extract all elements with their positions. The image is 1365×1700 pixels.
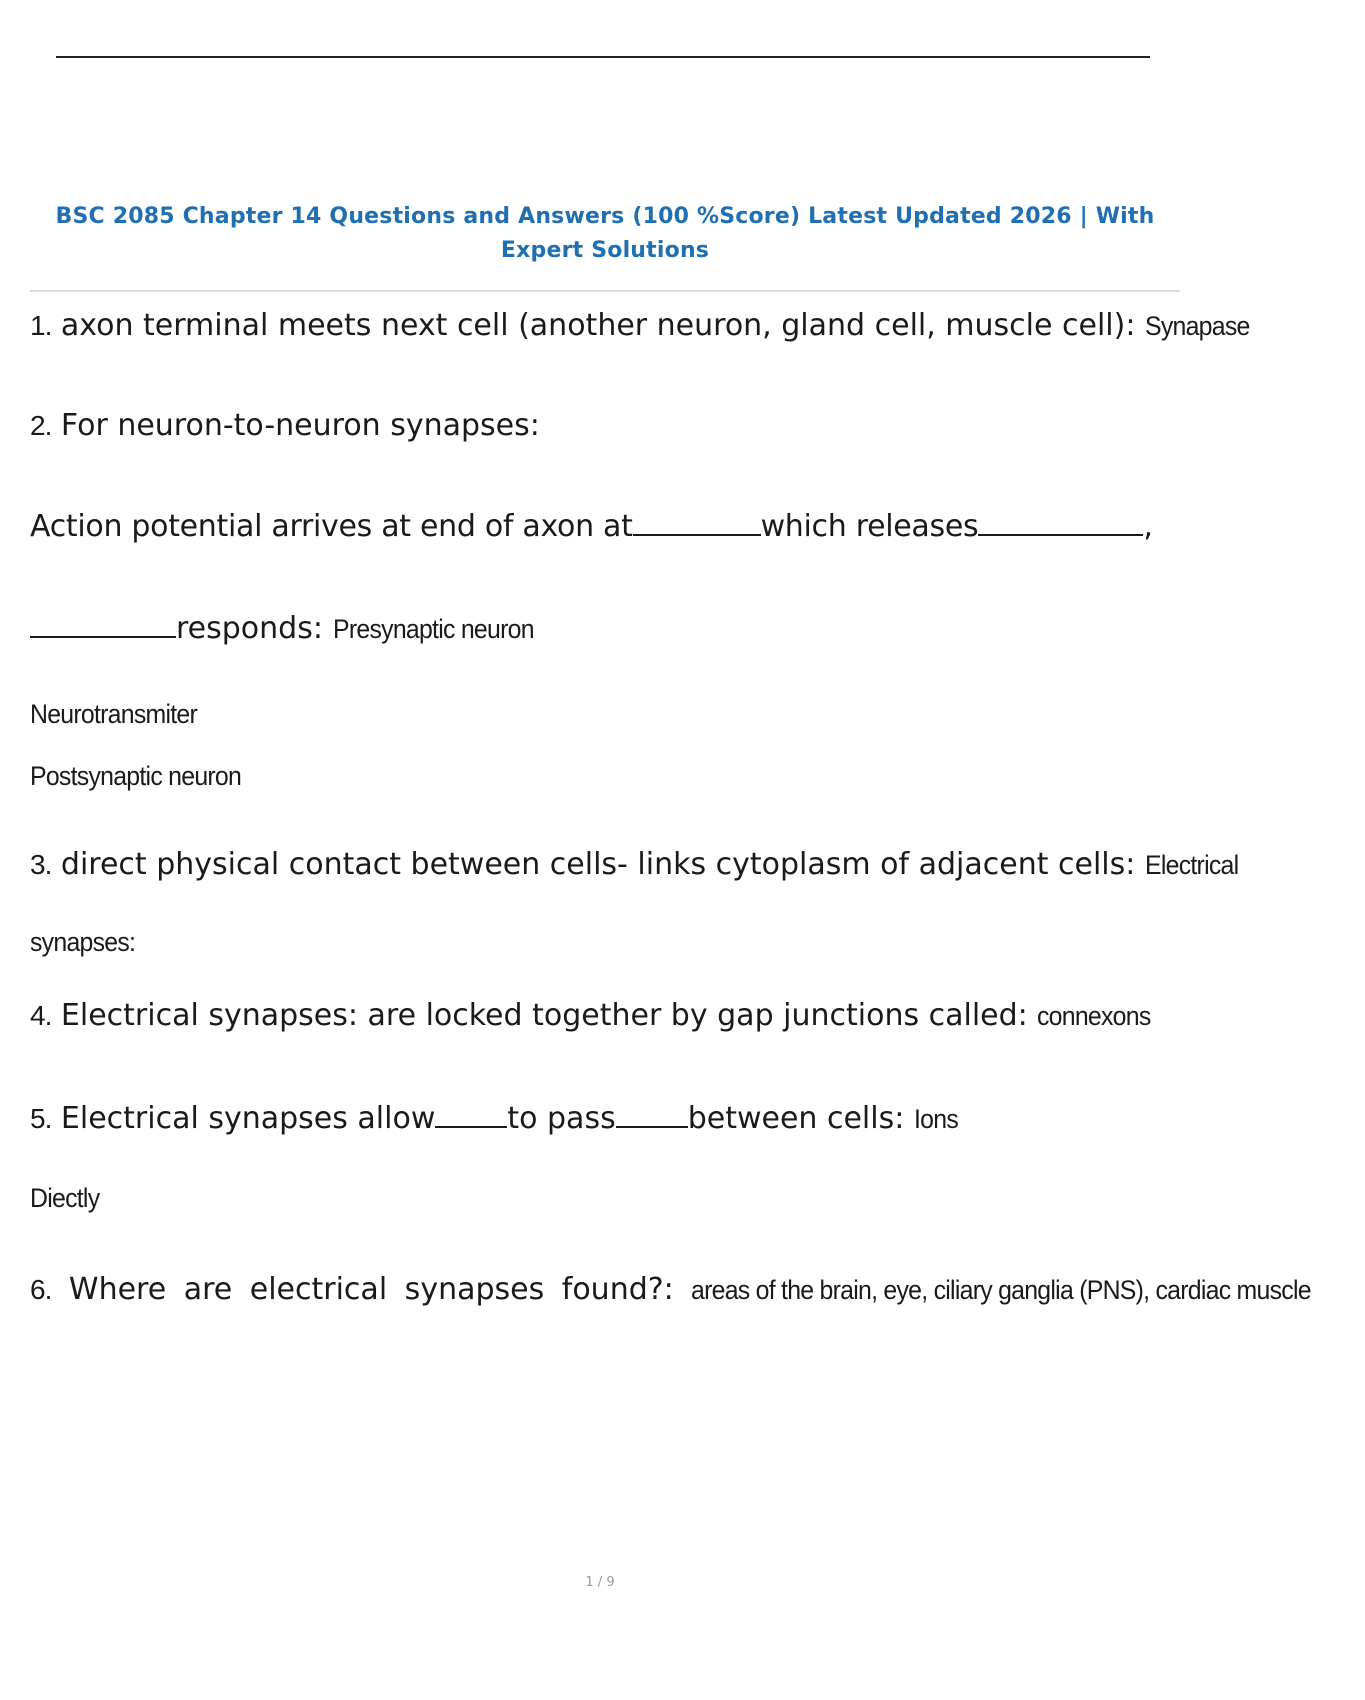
question-text: Electrical synapses: are locked together by gap junctions called: (60, 998, 1028, 1033)
question-text-part: which releases (760, 509, 979, 544)
question-3 (30, 845, 1239, 885)
document-title: BSC 2085 Chapter 14 Questions and Answers (100 %Score) Latest Updated 2026 | With Expert Solutions (55, 204, 1155, 263)
answer-line: Neurotransmiter (30, 699, 198, 729)
answer-line: Postsynaptic neuron (30, 761, 242, 791)
question-number: 5. (30, 1103, 52, 1134)
answer-text: areas of the brain, eye, ciliary ganglia (PNS), cardiac muscle (691, 1275, 1312, 1305)
question-text-part: Electrical synapses allow (60, 1101, 436, 1136)
question-6 (30, 1270, 1312, 1310)
fill-blank (435, 1098, 507, 1128)
question-2-fill-line (30, 506, 1190, 547)
question-text: axon terminal meets next cell (another neuron, gland cell, muscle cell): (60, 308, 1136, 343)
question-1 (30, 306, 1250, 346)
question-text-part: to pass (507, 1101, 616, 1136)
question-text: direct physical contact between cells- links cytoplasm of adjacent cells: (60, 847, 1136, 882)
question-text: Where are electrical synapses found?: (68, 1272, 674, 1307)
question-text: For neuron-to-neuron synapses: (60, 408, 540, 443)
question-5 (30, 1098, 1190, 1139)
answer-text: Ions (913, 1104, 958, 1134)
header-rule (56, 56, 1150, 58)
fill-blank (616, 1098, 688, 1128)
question-2 (30, 406, 1190, 446)
question-4 (30, 996, 1190, 1036)
question-text-part: , (1143, 509, 1153, 544)
answer-line: synapses: (30, 927, 136, 957)
answer-text: Electrical (1144, 850, 1239, 880)
question-text-part: between cells: (687, 1101, 905, 1136)
title-divider (30, 290, 1180, 292)
question-number: 1. (30, 310, 52, 341)
answer-text: Presynaptic neuron (332, 614, 534, 644)
fill-blank (978, 506, 1143, 536)
answer-text: Synapase (1144, 311, 1250, 341)
answer-text: connexons (1037, 1001, 1151, 1031)
page-indicator: 1 / 9 (585, 1575, 615, 1590)
fill-blank (30, 608, 176, 638)
question-number: 3. (30, 849, 52, 880)
question-2-responds-line (30, 608, 1190, 649)
question-number: 4. (30, 1000, 52, 1031)
answer-line: Diectly (30, 1183, 100, 1213)
question-text-part: Action potential arrives at end of axon at (30, 509, 633, 544)
question-number: 6. (30, 1274, 52, 1305)
question-number: 2. (30, 410, 52, 441)
fill-blank (633, 506, 761, 536)
question-text-part: responds: (176, 611, 323, 646)
